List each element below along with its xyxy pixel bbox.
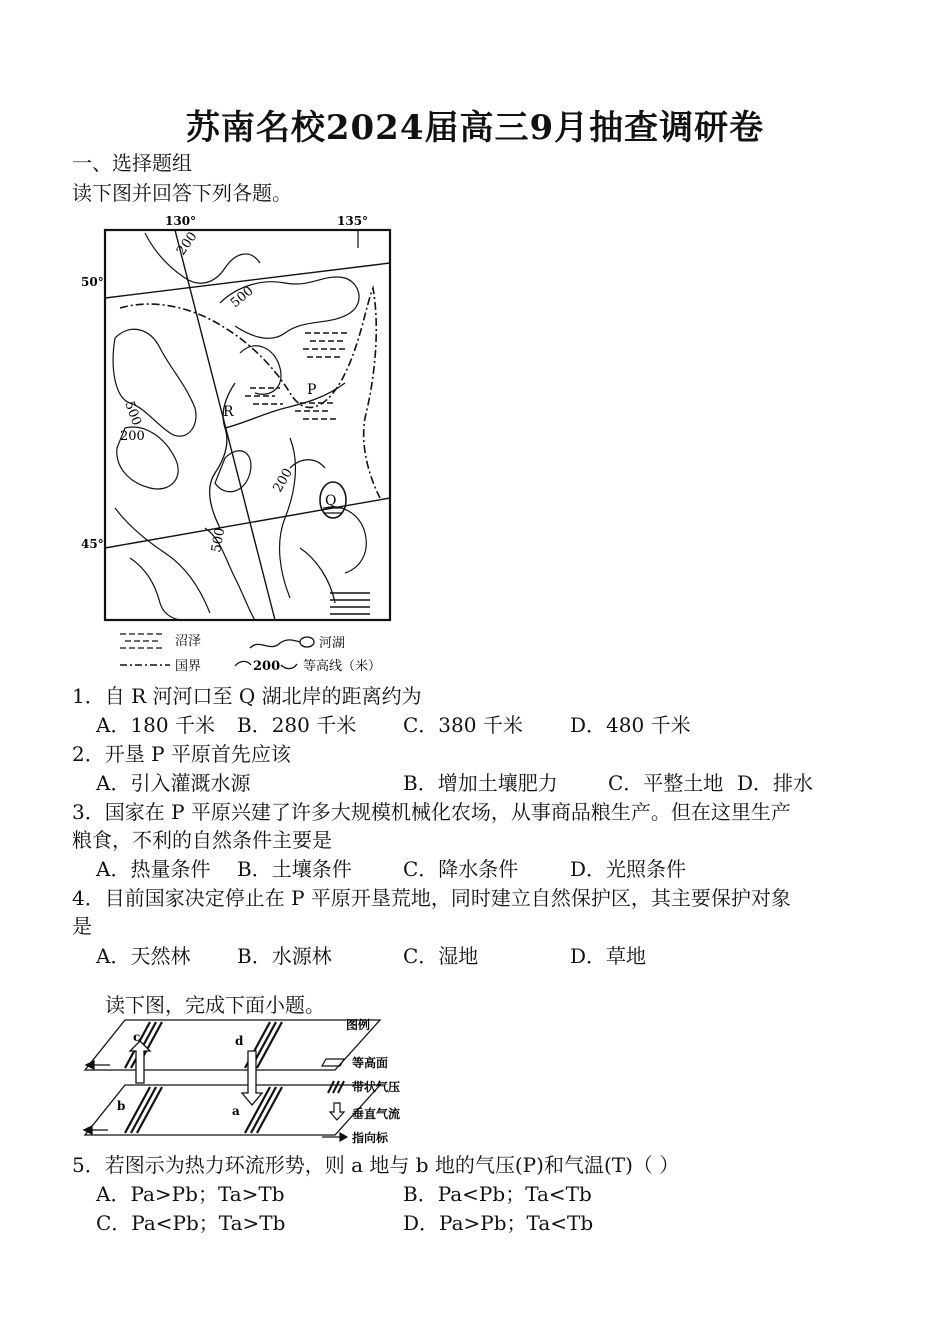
- label-d: d: [235, 1034, 244, 1048]
- q4-option-b: B．水源林: [237, 944, 332, 968]
- q3-option-c: C．降水条件: [403, 857, 519, 881]
- diagram-legend-title: 图例: [346, 1018, 371, 1032]
- q3-option-b: B．土壤条件: [237, 857, 352, 881]
- question-4-stem-line1: 4．目前国家决定停止在 P 平原开垦荒地，同时建立自然保护区，其主要保护对象: [72, 886, 791, 910]
- q2-option-b: B．增加土壤肥力: [403, 771, 558, 795]
- shoreline-hatch: [330, 593, 370, 614]
- contour-label: 200: [173, 229, 201, 259]
- legend-marsh: 沼泽: [175, 634, 202, 649]
- legend-border: 国界: [175, 659, 202, 674]
- direction-legend-icon: [322, 1133, 347, 1141]
- q3-option-a: A．热量条件: [96, 857, 211, 881]
- upward-airflow-arrow: [130, 1041, 150, 1083]
- legend-direction: 指向标: [352, 1131, 389, 1145]
- question-1-stem: 1．自 R 河河口至 Q 湖北岸的距离约为: [72, 684, 422, 708]
- point-r-label: R: [223, 404, 234, 420]
- lat-50-label: 50°: [81, 275, 104, 289]
- q1-option-a: A．180 千米: [96, 713, 215, 737]
- contour-label: 200: [270, 465, 296, 495]
- national-border: [120, 288, 380, 498]
- intro-text-1: 读下图并回答下列各题。: [72, 181, 292, 205]
- question-3-stem-line1: 3．国家在 P 平原兴建了许多大规模机械化农场，从事商品粮生产。但在这里生产: [72, 800, 791, 824]
- contour-label: 200: [120, 429, 145, 444]
- lon-130-label: 130°: [165, 214, 197, 228]
- q5-option-d: D．Pa>Pb；Ta<Tb: [403, 1211, 594, 1235]
- label-b: b: [117, 1099, 126, 1113]
- lat-45-label: 45°: [81, 537, 104, 551]
- contour-legend-icon: [235, 661, 251, 666]
- contour-legend-icon-right: [281, 664, 297, 669]
- q2-option-c: C．平整土地: [608, 771, 724, 795]
- legend-contour-value: 200: [253, 659, 281, 674]
- contour-label: 500: [209, 526, 229, 554]
- vertical-airflows: [130, 1041, 262, 1105]
- topographic-map: [75, 208, 405, 678]
- q1-option-d: D．480 千米: [570, 713, 691, 737]
- label-c: c: [133, 1030, 141, 1044]
- label-a: a: [232, 1104, 240, 1118]
- upper-pressure-bands: [125, 1022, 282, 1068]
- legend-pressure-band: 带状气压: [352, 1080, 401, 1094]
- legend-vertical-flow: 垂直气流: [352, 1107, 401, 1121]
- page-title: 苏南名校2024届高三9月抽查调研卷: [185, 108, 765, 148]
- contour-label: 500: [227, 283, 257, 312]
- legend-isobaric-plane: 等高面: [352, 1056, 389, 1070]
- pressure-band-legend-icon: [328, 1081, 344, 1093]
- question-5-stem: 5．若图示为热力环流形势，则 a 地与 b 地的气压(P)和气温(T)（ ）: [72, 1153, 680, 1177]
- upper-plane: [85, 1020, 380, 1070]
- question-2-stem: 2．开垦 P 平原首先应该: [72, 742, 291, 766]
- point-p-label: P: [307, 382, 317, 398]
- direction-arrows: [84, 1061, 110, 1134]
- section-heading: 一、选择题组: [72, 151, 192, 175]
- downward-airflow-arrow: [242, 1051, 262, 1105]
- lake-legend-icon: [300, 637, 314, 647]
- point-q-label: Q: [325, 493, 337, 509]
- legend-river-lake: 河湖: [319, 636, 346, 651]
- vertical-flow-legend-icon: [330, 1103, 344, 1120]
- intro-text-2: 读下图，完成下面小题。: [105, 993, 325, 1017]
- question-3-stem-line2: 粮食，不利的自然条件主要是: [72, 828, 332, 852]
- map-legend: [120, 634, 381, 674]
- isobaric-plane-legend-icon: [322, 1059, 344, 1066]
- river-legend-icon: [250, 640, 300, 648]
- question-4-stem-line2: 是: [72, 914, 92, 938]
- q3-option-d: D．光照条件: [570, 857, 687, 881]
- q1-option-c: C．380 千米: [403, 713, 523, 737]
- q2-option-d: D．排水: [737, 771, 814, 795]
- q2-option-a: A．引入灌溉水源: [96, 771, 251, 795]
- q1-option-b: B．280 千米: [237, 713, 357, 737]
- lon-135-label: 135°: [337, 214, 369, 228]
- q4-option-a: A．天然林: [96, 944, 191, 968]
- marsh-legend-icon: [120, 634, 165, 648]
- q5-option-a: A．Pa>Pb；Ta>Tb: [96, 1182, 285, 1206]
- q5-option-b: B．Pa<Pb；Ta<Tb: [403, 1182, 592, 1206]
- legend-contour: 等高线（米）: [303, 659, 382, 674]
- q5-option-c: C．Pa<Pb；Ta>Tb: [96, 1211, 286, 1235]
- contour-label: 500: [121, 399, 144, 428]
- q4-option-c: C．湿地: [403, 944, 479, 968]
- q4-option-d: D．草地: [570, 944, 647, 968]
- thermal-circulation-diagram: [70, 1015, 450, 1155]
- diagram-legend: [322, 1017, 400, 1145]
- meridian-130: [175, 230, 275, 620]
